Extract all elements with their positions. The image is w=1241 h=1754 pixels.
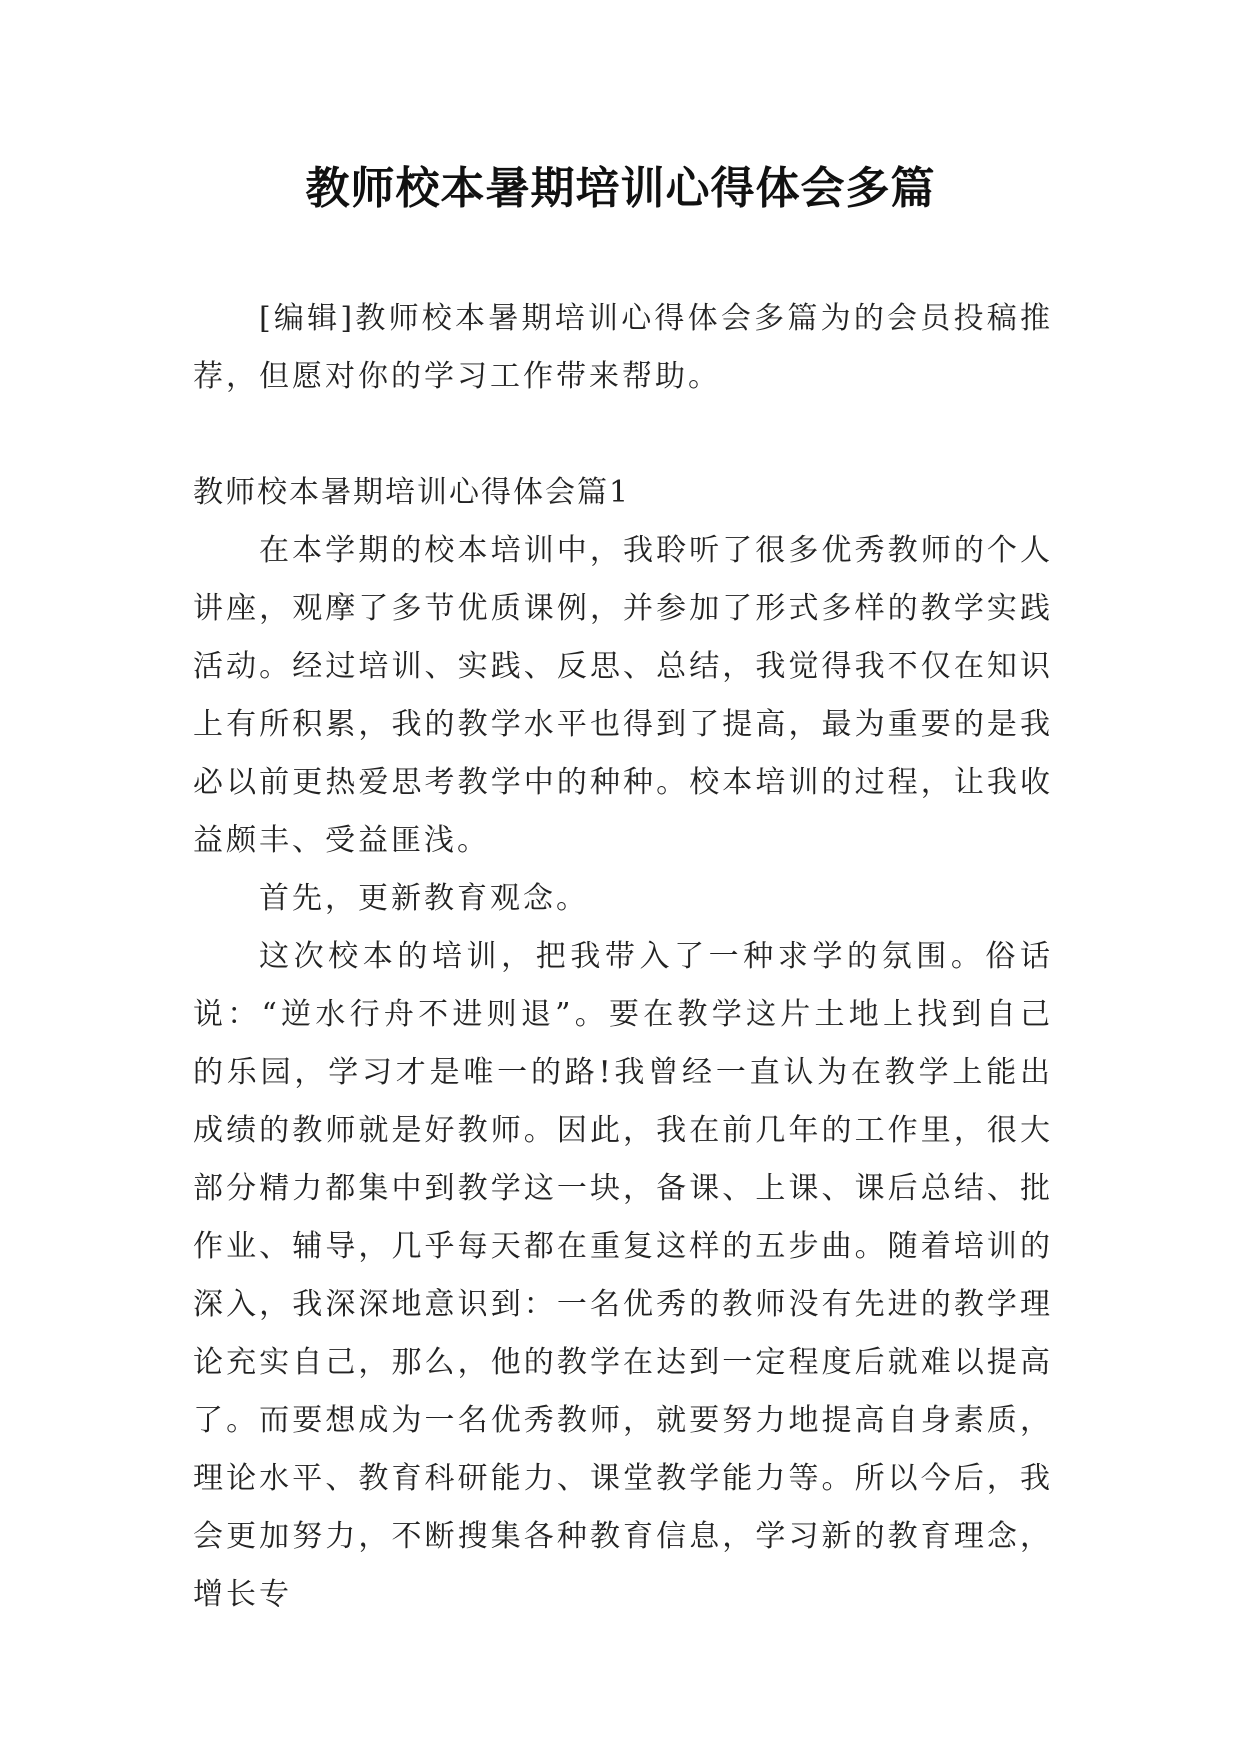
body-paragraph-1: 在本学期的校本培训中，我聆听了很多优秀教师的个人讲座，观摩了多节优质课例，并参加了形式多样的教学实践活动。经过培训、实践、反思、总结，我觉得我不仅在知识上有所积累，我的教学水平也得到了提高，最为重要的是我必以前更热爱思考教学中的种种。校本培训的过程，让我收益颇丰、受益匪浅。 — [193, 533, 1053, 858]
body-paragraph-2: 首先，更新教育观念。 — [259, 881, 589, 916]
section-heading: 教师校本暑期培训心得体会篇1 — [193, 475, 631, 510]
intro-paragraph: [编辑]教师校本暑期培训心得体会多篇为的会员投稿推荐，但愿对你的学习工作带来帮助。 — [193, 301, 1053, 394]
document-body — [193, 290, 1053, 1624]
document-title: 教师校本暑期培训心得体会多篇 — [305, 163, 936, 214]
body-paragraph-3: 这次校本的培训，把我带入了一种求学的氛围。俗话说：“逆水行舟不进则退”。要在教学这片土地上找到自己的乐园，学习才是唯一的路!我曾经一直认为在教学上能出成绩的教师就是好教师。因此，我在前几年的工作里，很大部分精力都集中到教学这一块，备课、上课、课后总结、批作业、辅导，几乎每天都在重复这样的五步曲。随着培训的深入，我深深地意识到：一名优秀的教师没有先进的教学理论充实自己，那么，他的教学在达到一定程度后就难以提高了。而要想成为一名优秀教师，就要努力地提高自身素质，理论水平、教育科研能力、课堂教学能力等。所以今后，我会更加努力，不断搜集各种教育信息，学习新的教育理念，增长专 — [193, 939, 1053, 1612]
